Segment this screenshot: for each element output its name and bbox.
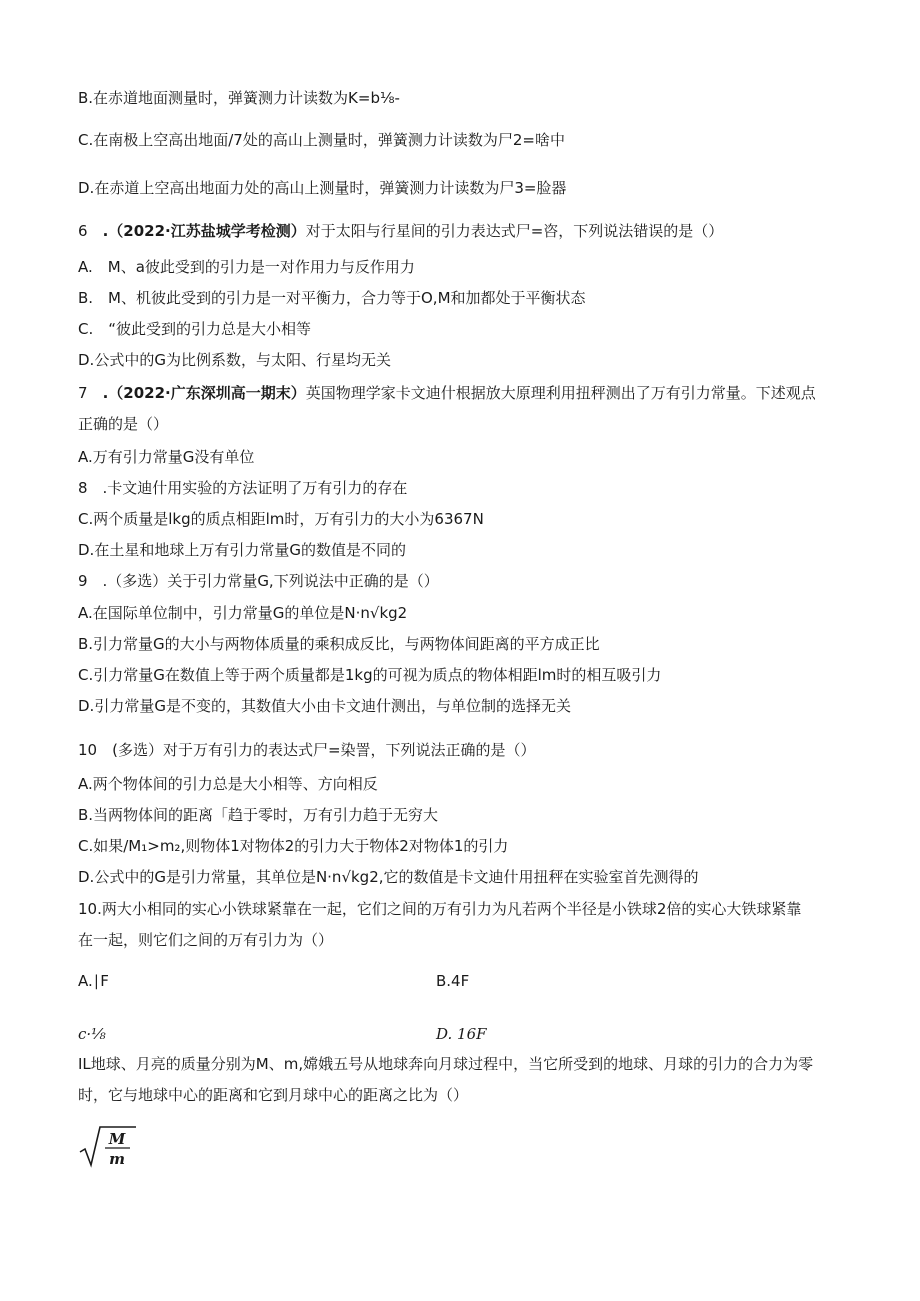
question-7 <box>78 383 816 403</box>
sqrt-fraction-formula <box>78 1124 138 1168</box>
q6-option-c: C. “彼此受到的引力总是大小相等 <box>78 320 312 338</box>
question-7-continued: 正确的是（） <box>78 415 169 433</box>
question-source: .（2022·广东深圳高一期末） <box>102 384 306 402</box>
sqrt-numerator: M <box>108 1130 126 1148</box>
q10b-option-c: c·⅛ <box>78 1025 106 1043</box>
question-11: IL地球、月亮的质量分别为M、m,嫦娥五号从地球奔向月球过程中，当它所受到的地球、月球的引力的合力为零 <box>78 1055 814 1073</box>
question-9: 9 .（多选）关于引力常量G,下列说法中正确的是（） <box>78 572 439 590</box>
question-11-continued: 时，它与地球中心的距离和它到月球中心的距离之比为（） <box>78 1086 469 1104</box>
q9-option-b: B.引力常量G的大小与两物体质量的乘积成反比，与两物体间距离的平方成正比 <box>78 635 600 653</box>
q6-option-a: A. M、a彼此受到的引力是一对作用力与反作用力 <box>78 258 415 276</box>
q9-option-c: C.引力常量G在数值上等于两个质量都是1kg的可视为质点的物体相距lm时的相互吸引力 <box>78 666 662 684</box>
sqrt-denominator: m <box>109 1150 125 1168</box>
q10b-option-a: A.∣F <box>78 972 109 990</box>
q10-option-b: B.当两物体间的距离「趋于零时，万有引力趋于无穷大 <box>78 806 439 824</box>
question-text: 英国物理学家卡文迪什根据放大原理利用扭秤测出了万有引力常量。下述观点 <box>305 384 816 402</box>
q6-option-d: D.公式中的G为比例系数，与太阳、行星均无关 <box>78 351 391 369</box>
q7-option-d: D.在土星和地球上万有引力常量G的数值是不同的 <box>78 541 406 559</box>
question-6 <box>78 221 723 241</box>
question-8: 8 .卡文迪什用实验的方法证明了万有引力的存在 <box>78 479 408 497</box>
q10-option-a: A.两个物体间的引力总是大小相等、方向相反 <box>78 775 378 793</box>
q10b-option-d: D. 16F <box>436 1025 487 1043</box>
q7-option-a: A.万有引力常量G没有单位 <box>78 448 255 466</box>
question-text: 对于太阳与行星间的引力表达式尸=咨，下列说法错误的是（） <box>305 222 724 240</box>
question-number: 7 <box>78 384 88 402</box>
question-number: 6 <box>78 222 88 240</box>
q10b-option-b: B.4F <box>436 972 470 990</box>
option-d-equator-mountain: D.在赤道上空高出地面力处的高山上测量时，弹簧测力计读数为尸3=脸器 <box>78 179 567 197</box>
option-c-south-pole: C.在南极上空高出地面/7处的高山上测量时，弹簧测力计读数为尸2=啥中 <box>78 131 565 149</box>
question-source: .（2022·江苏盐城学考检测） <box>102 222 306 240</box>
q6-option-b: B. M、机彼此受到的引力是一对平衡力，合力等于O,M和加都处于平衡状态 <box>78 289 586 307</box>
q10-option-d: D.公式中的G是引力常量，其单位是N·n√kg2,它的数值是卡文迪什用扭秤在实验室首先测得的 <box>78 868 699 886</box>
question-10: 10 (多选）对于万有引力的表达式尸=染詈，下列说法正确的是（） <box>78 741 536 759</box>
option-b-equator: B.在赤道地面测量时，弹簧测力计读数为K=b⅛- <box>78 89 400 107</box>
q10-option-c: C.如果/M₁>m₂,则物体1对物体2的引力大于物体2对物体1的引力 <box>78 837 509 855</box>
q7-option-c: C.两个质量是lkg的质点相距lm时，万有引力的大小为6367N <box>78 510 484 528</box>
q9-option-a: A.在国际单位制中，引力常量G的单位是N·n√kg2 <box>78 604 408 622</box>
question-10b: 10.两大小相同的实心小铁球紧靠在一起，它们之间的万有引力为凡若两个半径是小铁球2倍的实心大铁球紧靠 <box>78 900 802 918</box>
q9-option-d: D.引力常量G是不变的，其数值大小由卡文迪什测出，与单位制的选择无关 <box>78 697 571 715</box>
question-10b-continued: 在一起，则它们之间的万有引力为（） <box>78 931 334 949</box>
